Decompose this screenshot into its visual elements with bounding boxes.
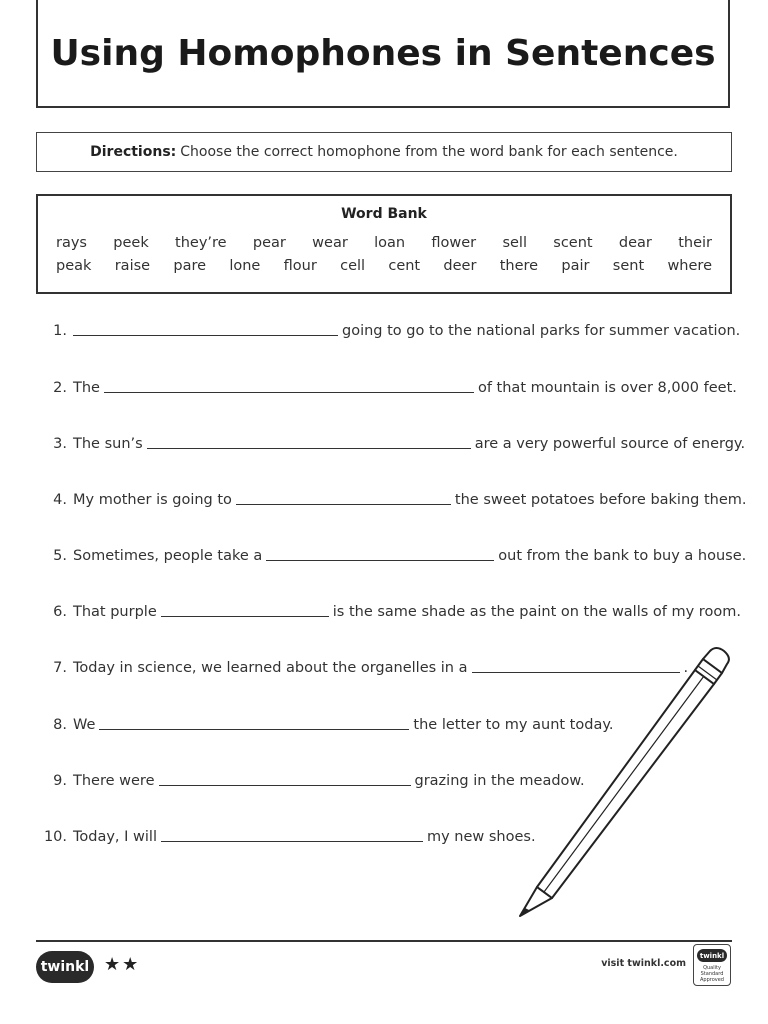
question-text-after: out from the bank to buy a house. — [498, 548, 747, 564]
answer-blank-6[interactable] — [161, 602, 329, 617]
word-bank — [36, 194, 732, 294]
question-number: 10 . — [36, 829, 67, 845]
question-4 — [36, 484, 747, 508]
question-text-before: The — [73, 380, 100, 396]
answer-blank-10[interactable] — [161, 827, 423, 842]
word-bank-word: loan — [374, 235, 406, 251]
question-number: 1 . — [36, 323, 67, 339]
question-2 — [36, 372, 737, 396]
question-text-before: Today, I will — [73, 829, 157, 845]
question-text-after: is the same shade as the paint on the walls of my room. — [332, 604, 741, 620]
word-bank-word: sent — [612, 258, 645, 274]
question-number: 3 . — [36, 436, 67, 452]
directions-label: Directions: — [90, 144, 177, 160]
word-bank-word: pear — [252, 235, 286, 251]
question-text-after: the sweet potatoes before baking them. — [454, 492, 747, 508]
footer-divider — [36, 940, 732, 942]
badge-text: Quality Standard Approved — [700, 965, 724, 983]
word-bank-word: flower — [431, 235, 477, 251]
question-3 — [36, 428, 746, 452]
directions-text: Choose the correct homophone from the word bank for each sentence. — [180, 144, 678, 160]
answer-blank-3[interactable] — [147, 434, 471, 449]
question-number: 7 . — [36, 660, 67, 676]
word-bank-word: peek — [113, 235, 149, 251]
word-bank-word: they’re — [175, 235, 227, 251]
answer-blank-2[interactable] — [104, 378, 474, 393]
page-title: Using Homophones in Sentences — [50, 32, 716, 74]
question-text-before: My mother is going to — [73, 492, 232, 508]
question-text-after: the letter to my aunt today. — [413, 717, 614, 733]
word-bank-title: Word Bank — [341, 206, 427, 222]
question-text-after: are a very powerful source of energy. — [474, 436, 746, 452]
word-bank-word: wear — [312, 235, 348, 251]
word-bank-word: raise — [114, 258, 151, 274]
question-text-after: . — [683, 660, 689, 676]
word-bank-word: dear — [618, 235, 652, 251]
question-text-after: going to go to the national parks for summer vacation. — [342, 323, 741, 339]
answer-blank-1[interactable] — [73, 321, 338, 336]
directions-box — [36, 132, 732, 172]
answer-blank-9[interactable] — [159, 771, 411, 786]
word-bank-word: cent — [388, 258, 421, 274]
word-bank-word: rays — [56, 235, 87, 251]
question-text-after: grazing in the meadow. — [414, 773, 585, 789]
twinkl-logo: twinkl — [36, 951, 94, 983]
question-6 — [36, 596, 741, 620]
question-text-after: my new shoes. — [426, 829, 536, 845]
question-text-before: The sun’s — [73, 436, 143, 452]
badge-logo: twinkl — [697, 949, 727, 962]
word-bank-word: their — [678, 235, 712, 251]
question-text-before: We — [73, 717, 96, 733]
word-bank-row-2 — [56, 258, 712, 274]
answer-blank-4[interactable] — [236, 490, 451, 505]
word-bank-word: sell — [502, 235, 527, 251]
question-number: 2 . — [36, 380, 67, 396]
word-bank-word: deer — [443, 258, 477, 274]
question-text-after: of that mountain is over 8,000 feet. — [477, 380, 737, 396]
word-bank-word: scent — [553, 235, 593, 251]
question-number: 4 . — [36, 492, 67, 508]
word-bank-word: there — [499, 258, 539, 274]
question-5 — [36, 540, 747, 564]
question-text-before: There were — [73, 773, 155, 789]
word-bank-word: peak — [56, 258, 92, 274]
word-bank-row-1 — [56, 235, 712, 251]
word-bank-word: pair — [561, 258, 590, 274]
title-box — [36, 0, 730, 108]
question-text-before: That purple — [73, 604, 157, 620]
question-1 — [36, 315, 741, 339]
word-bank-word: pare — [173, 258, 207, 274]
word-bank-word: flour — [283, 258, 317, 274]
word-bank-word: lone — [229, 258, 261, 274]
question-number: 9 . — [36, 773, 67, 789]
visit-link[interactable]: visit twinkl.com — [601, 958, 686, 969]
word-bank-word: where — [667, 258, 712, 274]
pencil-illustration — [510, 640, 740, 925]
word-bank-word: cell — [340, 258, 366, 274]
question-text-before: Today in science, we learned about the organelles in a — [73, 660, 468, 676]
question-number: 6 . — [36, 604, 67, 620]
question-text-before: Sometimes, people take a — [73, 548, 263, 564]
quality-badge — [693, 944, 731, 986]
answer-blank-5[interactable] — [266, 546, 494, 561]
answer-blank-8[interactable] — [99, 715, 409, 730]
question-number: 8 . — [36, 717, 67, 733]
rating-stars: ★★ — [104, 954, 141, 975]
question-number: 5 . — [36, 548, 67, 564]
